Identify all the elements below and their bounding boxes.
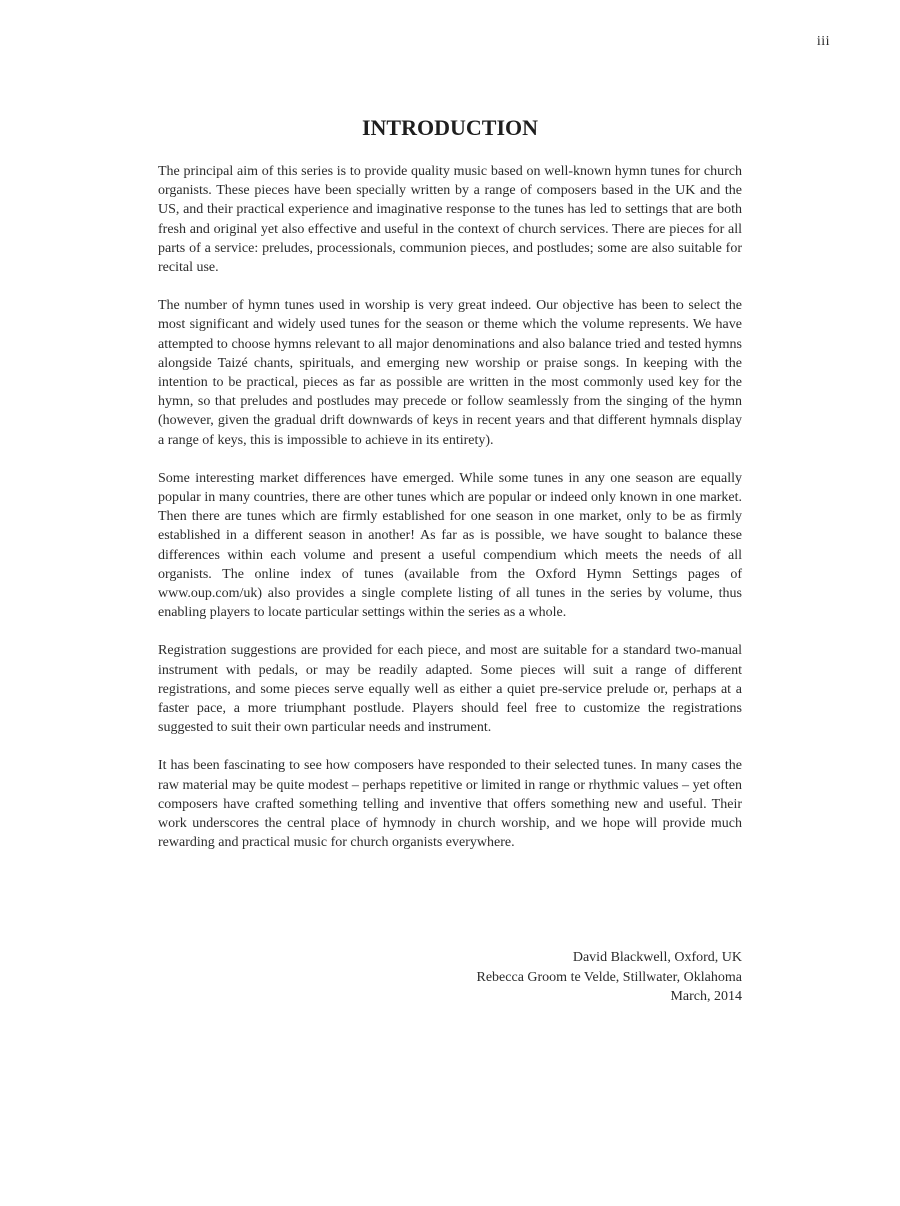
paragraph-market-differences: Some interesting market differences have emerged. While some tunes in any one season are equally popular in many countries, there are other tunes which are popular or indeed only known in one market. Then there are tunes which are firmly established for one season in one market, only to be as firmly established in a different season in another! As far as is possible, we have sought to balance these differences within each volume and present a useful compendium which meets the needs of all organists. The online index of tunes (available from the Oxford Hymn Settings pages of www.oup.com/uk) also provides a single complete listing of all tunes in the series by volume, thus enabling players to locate particular settings within the series as a whole.	[158, 470, 742, 621]
introduction-body	[158, 162, 742, 872]
signature-author-1: David Blackwell, Oxford, UK	[572, 950, 742, 965]
paragraph-composers: It has been fascinating to see how composers have responded to their selected tunes. In many cases the raw material may be quite modest – perhaps repetitive or limited in range or rhythmic values – yet often composers have crafted something telling and inventive that offers something new and useful. Their work underscores the central place of hymnody in church worship, and we hope will provide much rewarding and practical music for church organists everywhere.	[158, 758, 742, 851]
page-title: INTRODUCTION	[361, 115, 539, 140]
signature-date: March, 2014	[670, 989, 742, 1004]
paragraph-aim: The principal aim of this series is to provide quality music based on well-known hymn tunes for church organists. These pieces have been specially written by a range of composers based in the UK and the US, and their practical experience and imaginative response to the tunes has led to settings that are both fresh and original yet also effective and useful in the context of church services. There are pieces for all parts of a service: preludes, processionals, communion pieces, and postludes; some are also suitable for recital use.	[158, 164, 742, 276]
page-number: iii	[816, 34, 830, 49]
paragraph-registration: Registration suggestions are provided for each piece, and most are suitable for a standard two-manual instrument with pedals, or may be readily adapted. Some pieces will suit a range of different registrations, and some pieces serve equally well as either a quiet pre-service prelude or, perhaps at a faster pace, a more triumphant postlude. Players should feel free to customize the registrations suggested to suit their own particular needs and instrument.	[158, 643, 742, 736]
signature-block	[158, 948, 742, 1007]
signature-author-2: Rebecca Groom te Velde, Stillwater, Oklahoma	[476, 969, 742, 985]
paragraph-hymn-tunes: The number of hymn tunes used in worship is very great indeed. Our objective has been to select the most significant and widely used tunes for the season or theme which the volume represents. We have attempted to choose hymns relevant to all major denominations and also balance tried and tested hymns alongside Taizé chants, spirituals, and emerging new worship or praise songs. In keeping with the intention to be practical, pieces as far as possible are written in the most commonly used key for the hymn, so that preludes and postludes may precede or follow seamlessly from the singing of the hymn (however, given the gradual drift downwards of keys in recent years and that different hymnals display a range of keys, this is impossible to achieve in its entirety).	[158, 298, 742, 448]
